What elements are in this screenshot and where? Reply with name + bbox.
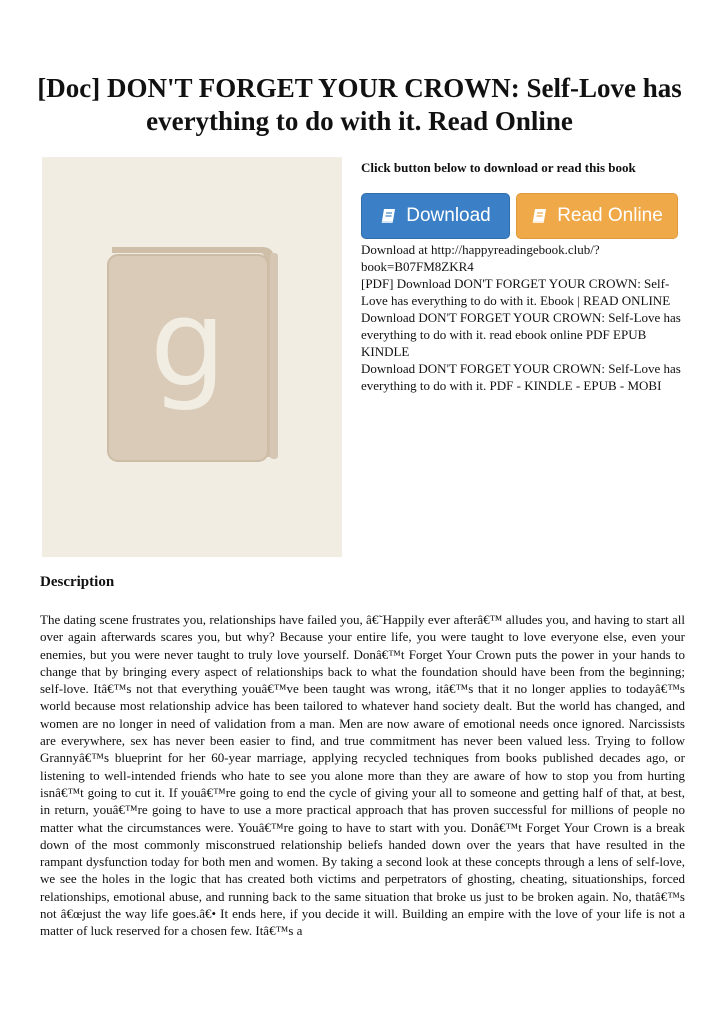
description-text: The dating scene frustrates you, relationships have failed you, â€˜Happily ever afterâ€™ alludes you, and having to start all over again afterwards scares you, but why? Because your entire life, you were taught to love everyone else, even your enemies, but you were never taught to truly love yourself. Donâ€™t Forget Your Crown puts the power in your hands to change that by bringing every aspect of relationships back to what the foundation should have been from the beginning; self-love. Itâ€™s not that everything youâ€™ve been taught was wrong, itâ€™s that it no longer applies to todayâ€™s world because most relationship advice has been tailored to whatever hand society dealt. But the world has changed, and women are no longer in need of validation from a man. Men are now aware of emotional needs once ignored. Narcissists are everywhere, sex has never been easier to find, and true commitment has never been valued less. Trying to follow Grannyâ€™s blueprint for her 60-year marriage, applying recycled techniques from books published decades ago, or listening to well-intended friends who hate to see you alone more than they are aware of how to stop you from hurting isnâ€™t going to cut it. If youâ€™re going to end the cycle of giving your all to someone and getting half of that, at best, in return, youâ€™re going to have to use a more practical approach that has proven successful for millions of people no matter what the circumstances were. Youâ€™re going to have to start with you. Donâ€™t Forget Your Crown is a break down of the most commonly misconstrued relationship beliefs handed down over the years that have resulted in the rampant dysfunction today for both men and women. By taking a second look at these concepts through a lens of self-love, we see the holes in the logic that has created both victims and perpetrators of ghosting, cheating, situationships, forced relationships, emotional abuse, and running back to the same situation that broke us just to be broken again. No, thatâ€™s not â€œjust the way life goes.â€• It ends here, if you decide it will. Building an empire with the love of your life is not a matter of luck reserved for a chosen few. Itâ€™s a [40, 612, 685, 939]
download-info [361, 241, 681, 394]
download-prompt: Click button below to download or read this book [361, 160, 636, 175]
download-button-label: Download [406, 205, 491, 226]
book-icon [531, 207, 549, 225]
page-title: [Doc] DON'T FORGET YOUR CROWN: Self-Love has everything to do with it. Read Online [37, 73, 682, 136]
actions-panel [361, 160, 681, 394]
pdf-ebook-line: [PDF] Download DON'T FORGET YOUR CROWN: Self-Love has everything to do with it. Ebook | READ ONLINE [361, 276, 671, 308]
description-heading: Description [40, 574, 115, 590]
cover-letter: g [149, 275, 227, 414]
epub-kindle-line: Download DON'T FORGET YOUR CROWN: Self-Love has everything to do with it. read ebook online PDF EPUB KINDLE [361, 310, 681, 359]
read-online-button[interactable] [516, 193, 678, 239]
book-placeholder-icon [42, 157, 342, 557]
book-icon [380, 207, 398, 225]
mobi-line: Download DON'T FORGET YOUR CROWN: Self-Love has everything to do with it. PDF - KINDLE - EPUB - MOBI [361, 361, 681, 393]
download-link-text[interactable]: Download at http://happyreadingebook.club/?book=B07FM8ZKR4 [361, 242, 600, 274]
read-online-button-label: Read Online [557, 205, 663, 226]
download-button[interactable] [361, 193, 510, 239]
book-cover-placeholder [42, 157, 342, 557]
